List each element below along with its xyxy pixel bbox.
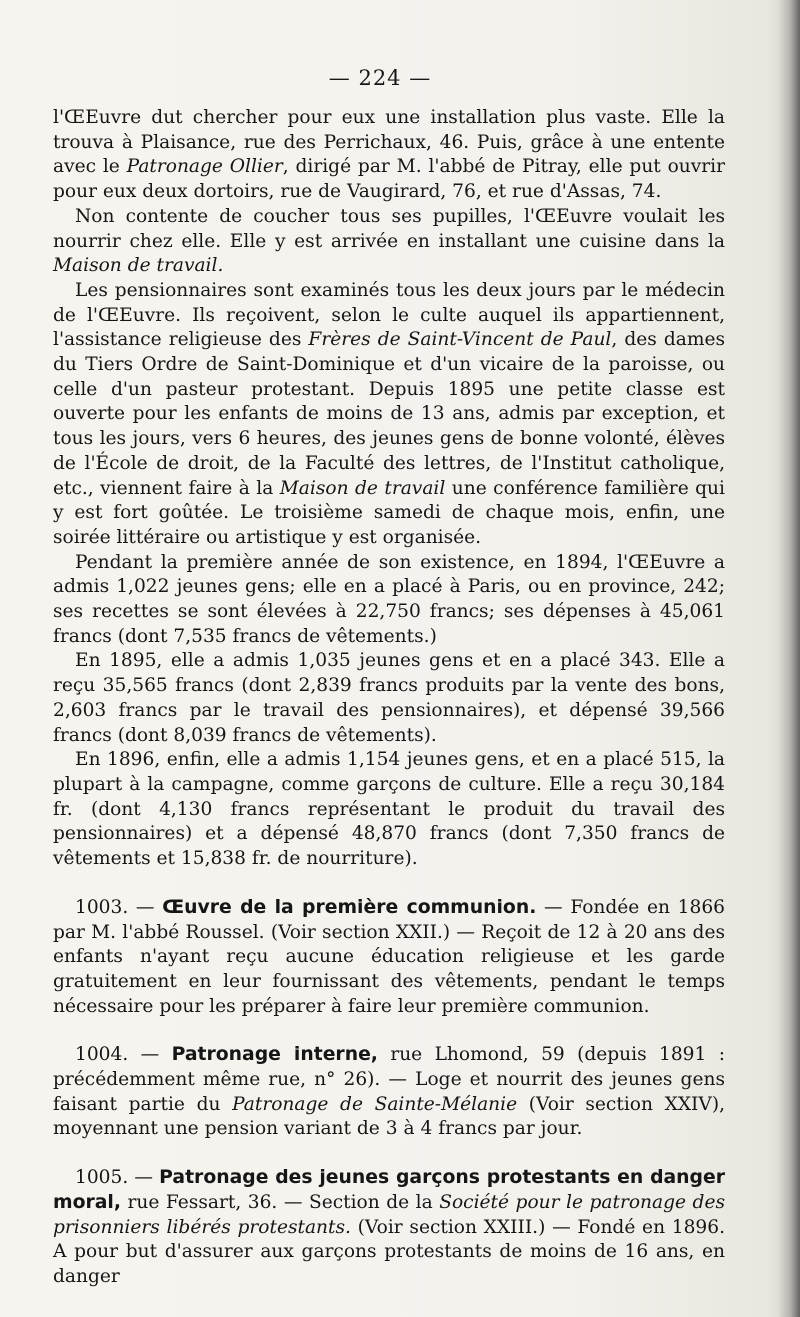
paragraph [53,551,725,650]
text-run: 1005. — [75,1167,160,1189]
paragraph [53,205,725,279]
text-run: Les pensionnaires sont examinés tous les deux jours par le médecin de l'ŒEuvre. Ils reçoivent, selon le culte auquel ils appartiennent, l'assistance religieuse des [53,279,725,351]
paragraph [53,106,725,205]
entry-heading: Œuvre de la première communion. [162,896,537,918]
text-run: En 1895, elle a admis 1,035 jeunes gens et en a placé 343. Elle a reçu 35,565 francs (dont 2,839 francs produits par la vente des bons, 2,603 francs par le travail des pensionnaires), et dépensé 39,566 francs (dont 8,039 francs de vêtements). [53,650,725,746]
text-run: , dirigé par M. l'abbé de Pitray, elle put ouvrir pour eux deux dortoirs, rue de Vaugirard, 76, et rue d'Assas, 74. [53,156,726,203]
entry-heading: Patronage interne, [171,1044,378,1066]
text-run: rue Fessart, 36. — Section de la [120,1191,440,1213]
text-run: — Fondée en 1866 par M. l'abbé Roussel. (Voir section XXII.) — Reçoit de 12 à 20 ans des enfants n'ayant reçu aucune éducation religieuse et les garde gratuitement en leur fournissant des vêtements, pendant le temps nécessaire pour les préparer à faire leur première communion. [53,896,726,1017]
text-run: (Voir section XXIV), moyennant une pension variant de 3 à 4 francs par jour. [53,1093,725,1140]
paragraph [53,1043,725,1142]
italic-text: Maison de travail. [53,255,224,277]
entry-heading: Patronage des jeunes garçons protestants en danger moral, [53,1167,726,1213]
text-run: Pendant la première année de son existence, en 1894, l'ŒEuvre a admis 1,022 jeunes gens; elle en a placé à Paris, ou en province, 242; ses recettes se sont élevées à 22,750 francs; ses dépenses à 45,061 francs (dont 7,535 francs de vêtements.) [53,551,725,647]
paragraph [53,279,725,551]
text-run: (Voir section XXIII.) — Fondé en 1896. A pour but d'assurer aux garçons protestants de moins de 16 ans, en danger [53,1216,725,1287]
page-number: — 224 — [328,66,432,90]
paragraph [53,649,725,748]
paragraph [53,1166,725,1290]
italic-text: Société pour le patronage des prisonniers libérés protestants. [53,1191,725,1238]
body-text [53,106,725,1290]
paragraph [53,748,725,872]
text-run: une conférence familière qui y est fort goûtée. Le troisième samedi de chaque mois, enfin, une soirée littéraire ou artistique y est organisée. [53,477,725,548]
text-run: Non contente de coucher tous ses pupilles, l'ŒEuvre voulait les nourrir chez elle. Elle y est arrivée en installant une cuisine dans la [53,205,725,252]
text-run: , des dames du Tiers Ordre de Saint-Dominique et d'un vicaire de la paroisse, ou celle d'un pasteur protestant. Depuis 1895 une petite classe est ouverte pour les enfants de moins de 13 ans, admis par exception, et tous les jours, vers 6 heures, des jeunes gens de bonne volonté, élèves de l'École de droit, de la Faculté des lettres, de l'Institut catholique, etc., viennent faire à la [53,329,725,499]
italic-text: Maison de travail [279,477,446,499]
text-run: rue Lhomond, 59 (depuis 1891 : précédemment même rue, n° 26). — Loge et nourrit des jeunes gens faisant partie du [53,1044,725,1115]
text-run: 1003. — [75,896,163,918]
text-run: 1004. — [75,1044,172,1066]
italic-text: Patronage de Sainte-Mélanie [232,1093,518,1115]
page-edge-shadow [778,0,800,1317]
italic-text: Frères de Saint-Vincent de Paul [308,329,612,351]
text-run: En 1896, enfin, elle a admis 1,154 jeunes gens, et en a placé 515, la plupart à la campagne, comme garçons de culture. Elle a reçu 30,184 fr. (dont 4,130 francs représentant le produit du travail des pensionnaires) et a dépensé 48,870 francs (dont 7,350 francs de vêtements et 15,838 fr. de nourriture). [53,749,725,870]
text-run: l'ŒEuvre dut chercher pour eux une installation plus vaste. Elle la trouva à Plaisance, rue des Perrichaux, 46. Puis, grâce à une entente avec le [53,107,725,178]
paragraph [53,896,725,1020]
italic-text: Patronage Ollier [126,156,283,178]
